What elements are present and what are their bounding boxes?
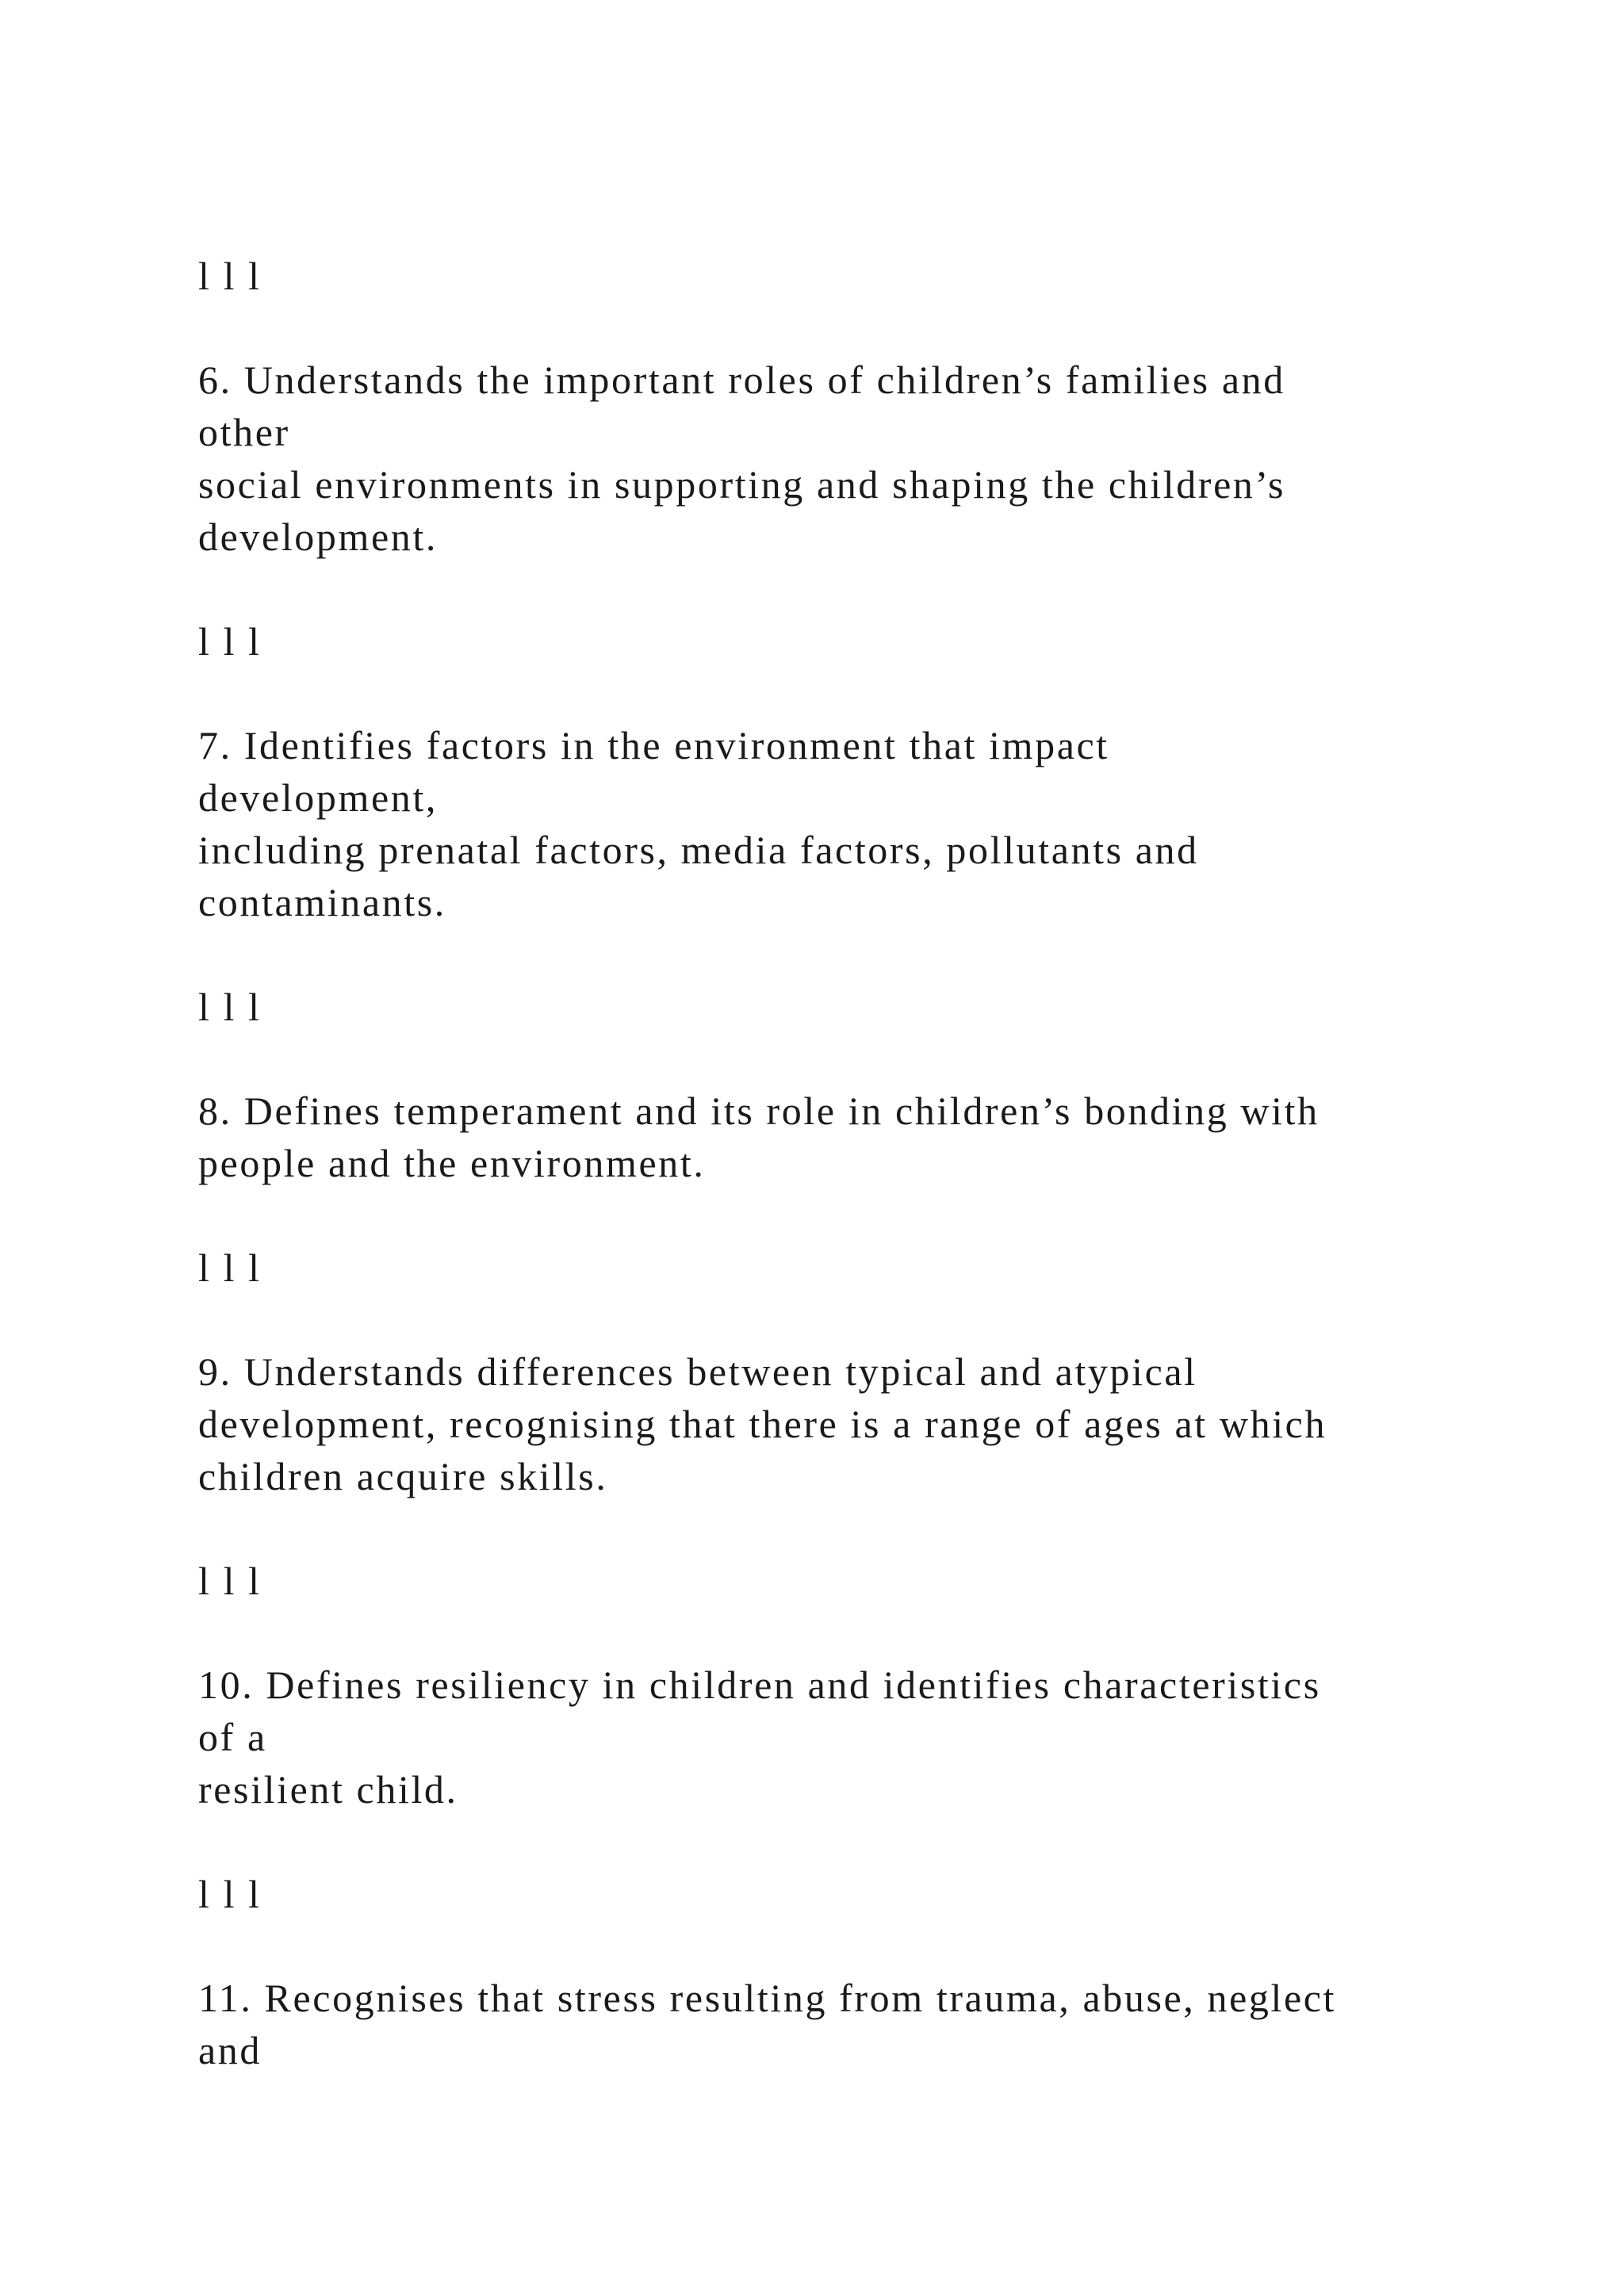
item-7-line: contaminants. bbox=[198, 880, 446, 924]
item-11-line: 11. Recognises that stress resulting from trauma, abuse, neglect bbox=[198, 1976, 1337, 2020]
rating-marker: l l l bbox=[198, 1559, 262, 1603]
item-9-line: development, recognising that there is a range of ages at which bbox=[198, 1402, 1327, 1446]
item-9-line: children acquire skills. bbox=[198, 1454, 608, 1498]
item-6-line: other bbox=[198, 410, 290, 454]
item-10-line: resilient child. bbox=[198, 1767, 458, 1812]
item-7-line: development, bbox=[198, 775, 438, 820]
item-7-line: 7. Identifies factors in the environment that impact bbox=[198, 723, 1109, 767]
item-10-line: of a bbox=[198, 1715, 267, 1759]
item-11-line: and bbox=[198, 2028, 262, 2072]
item-8-line: people and the environment. bbox=[198, 1141, 706, 1185]
item-6-line: development. bbox=[198, 515, 438, 559]
document-page bbox=[198, 0, 1546, 2296]
item-6-line: 6. Understands the important roles of children’s families and bbox=[198, 358, 1285, 402]
rating-marker: l l l bbox=[198, 254, 262, 298]
item-8-line: 8. Defines temperament and its role in children’s bonding with bbox=[198, 1089, 1320, 1133]
rating-marker: l l l bbox=[198, 1246, 262, 1290]
item-9-line: 9. Understands differences between typical and atypical bbox=[198, 1349, 1197, 1394]
rating-marker: l l l bbox=[198, 1872, 262, 1916]
item-10-line: 10. Defines resiliency in children and identifies characteristics bbox=[198, 1663, 1321, 1707]
rating-marker: l l l bbox=[198, 619, 262, 664]
rating-marker: l l l bbox=[198, 985, 262, 1029]
item-6-line: social environments in supporting and shaping the children’s bbox=[198, 462, 1286, 507]
item-7-line: including prenatal factors, media factors, pollutants and bbox=[198, 828, 1199, 872]
